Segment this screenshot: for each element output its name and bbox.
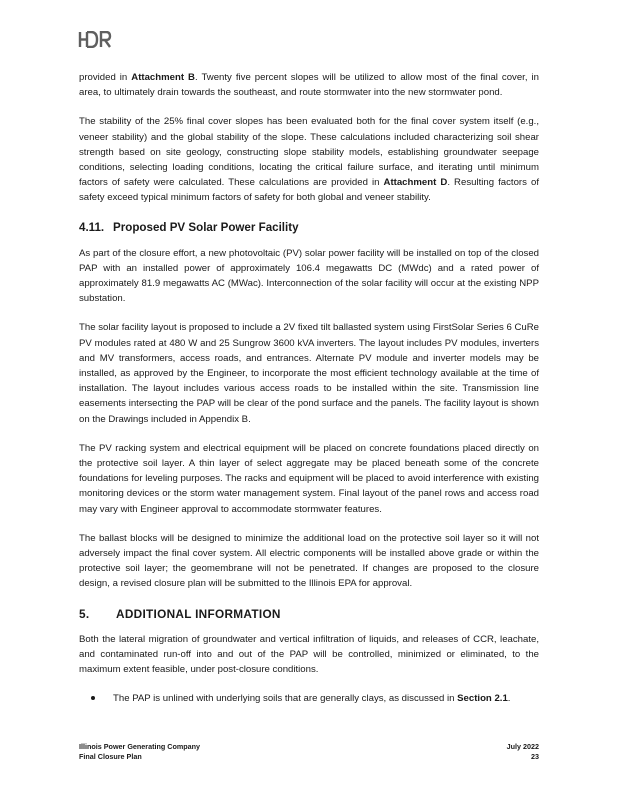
section-2-1-ref: Section 2.1 bbox=[457, 693, 508, 705]
paragraph-stability: The stability of the 25% final cover slopes has been evaluated both for the final cover system itself (e.g., veneer stability) and the global stability of the slope. These calculations included characterizing soil shear strength based on site geology, constructing slope stability models, establishing groundwater seepage conditions, selecting loading conditions, locating the critical failure surface, and iterating until minimum factors of safety were calculated. These calculations are provided in Attachment D. Resulting factors of safety exceed typical minimum factors of safety for both global and veneer stability. bbox=[79, 116, 539, 204]
attachment-d-ref: Attachment D bbox=[383, 177, 448, 189]
page-footer bbox=[79, 742, 539, 761]
paragraph-solar-layout: The solar facility layout is proposed to include a 2V fixed tilt ballasted system using FirstSolar Series 6 CuRe PV modules rated at 480 W and 25 Sungrow 3600 kVA inverters. The layout includes PV modules, inverters and MV transformers, access roads, and entrances. Alternate PV module and inverter models may be installed, as approved by the Engineer, to incorporate the most efficient technology available at the time of installation. The layout includes various access roads to be installed within the site. Transmission line easements intersecting the PAP will be clear of the pond surface and the panels. The facility layout is shown on the Drawings included in Appendix B. bbox=[79, 322, 539, 425]
list-item: The PAP is unlined with underlying soils that are generally clays, as discussed in Section 2.1. bbox=[79, 691, 539, 706]
paragraph-racking: The PV racking system and electrical equipment will be placed on concrete foundations placed directly on the protective soil layer. A thin layer of select aggregate may be placed beneath some of the concrete foundations for leveling purposes. The racks and equipment will be placed to avoid interference with existing monitoring devices or the storm water management system. Final layout of the panel rows and access road may vary with Engineer approval to accommodate stormwater features. bbox=[79, 442, 539, 515]
hdr-logo bbox=[78, 31, 112, 53]
paragraph-solar-overview: As part of the closure effort, a new photovoltaic (PV) solar power facility will be installed on top of the closed PAP with an installed power of approximately 106.4 megawatts DC (MWdc) and a rated power of approximately 81.9 megawatts AC (MWac). Interconnection of the solar facility will occur at the existing NPP substation. bbox=[79, 247, 539, 305]
bullet-icon bbox=[91, 696, 95, 700]
footer-company: Illinois Power Generating Company bbox=[79, 742, 201, 751]
page-content bbox=[79, 70, 539, 707]
paragraph-slopes: provided in Attachment B. Twenty five percent slopes will be utilized to allow most of the final cover, in area, to ultimately drain towards the southeast, and route stormwater into the new stormwater pond. bbox=[79, 72, 539, 99]
paragraph-ballast: The ballast blocks will be designed to minimize the additional load on the protective soil layer so it will not adversely impact the final cover system. All electric components will be installed above grade or within the protective soil layer; the geomembrane will not be penetrated. If changes are proposed to the closure design, a revised closure plan will be submitted to the Illinois EPA for approval. bbox=[79, 532, 539, 590]
footer-doc-title: Final Closure Plan bbox=[79, 751, 142, 761]
section-heading-5 bbox=[79, 606, 539, 622]
footer-page-number: 23 bbox=[531, 751, 539, 761]
section-heading-4-11 bbox=[79, 220, 539, 236]
bullet-list bbox=[79, 691, 539, 706]
footer-date: July 2022 bbox=[506, 742, 539, 751]
section-title: Proposed PV Solar Power Facility bbox=[113, 220, 299, 234]
attachment-b-ref: Attachment B bbox=[131, 72, 195, 83]
section-title: ADDITIONAL INFORMATION bbox=[116, 606, 281, 621]
section-number: 5. bbox=[79, 606, 90, 621]
paragraph-migration: Both the lateral migration of groundwater and vertical infiltration of liquids, and releases of CCR, leachate, and contaminated run-off into and out of the PAP will be controlled, minimized or eliminated, to the maximum extent feasible, under post-closure conditions. bbox=[79, 633, 539, 676]
section-number: 4.11. bbox=[79, 220, 105, 234]
